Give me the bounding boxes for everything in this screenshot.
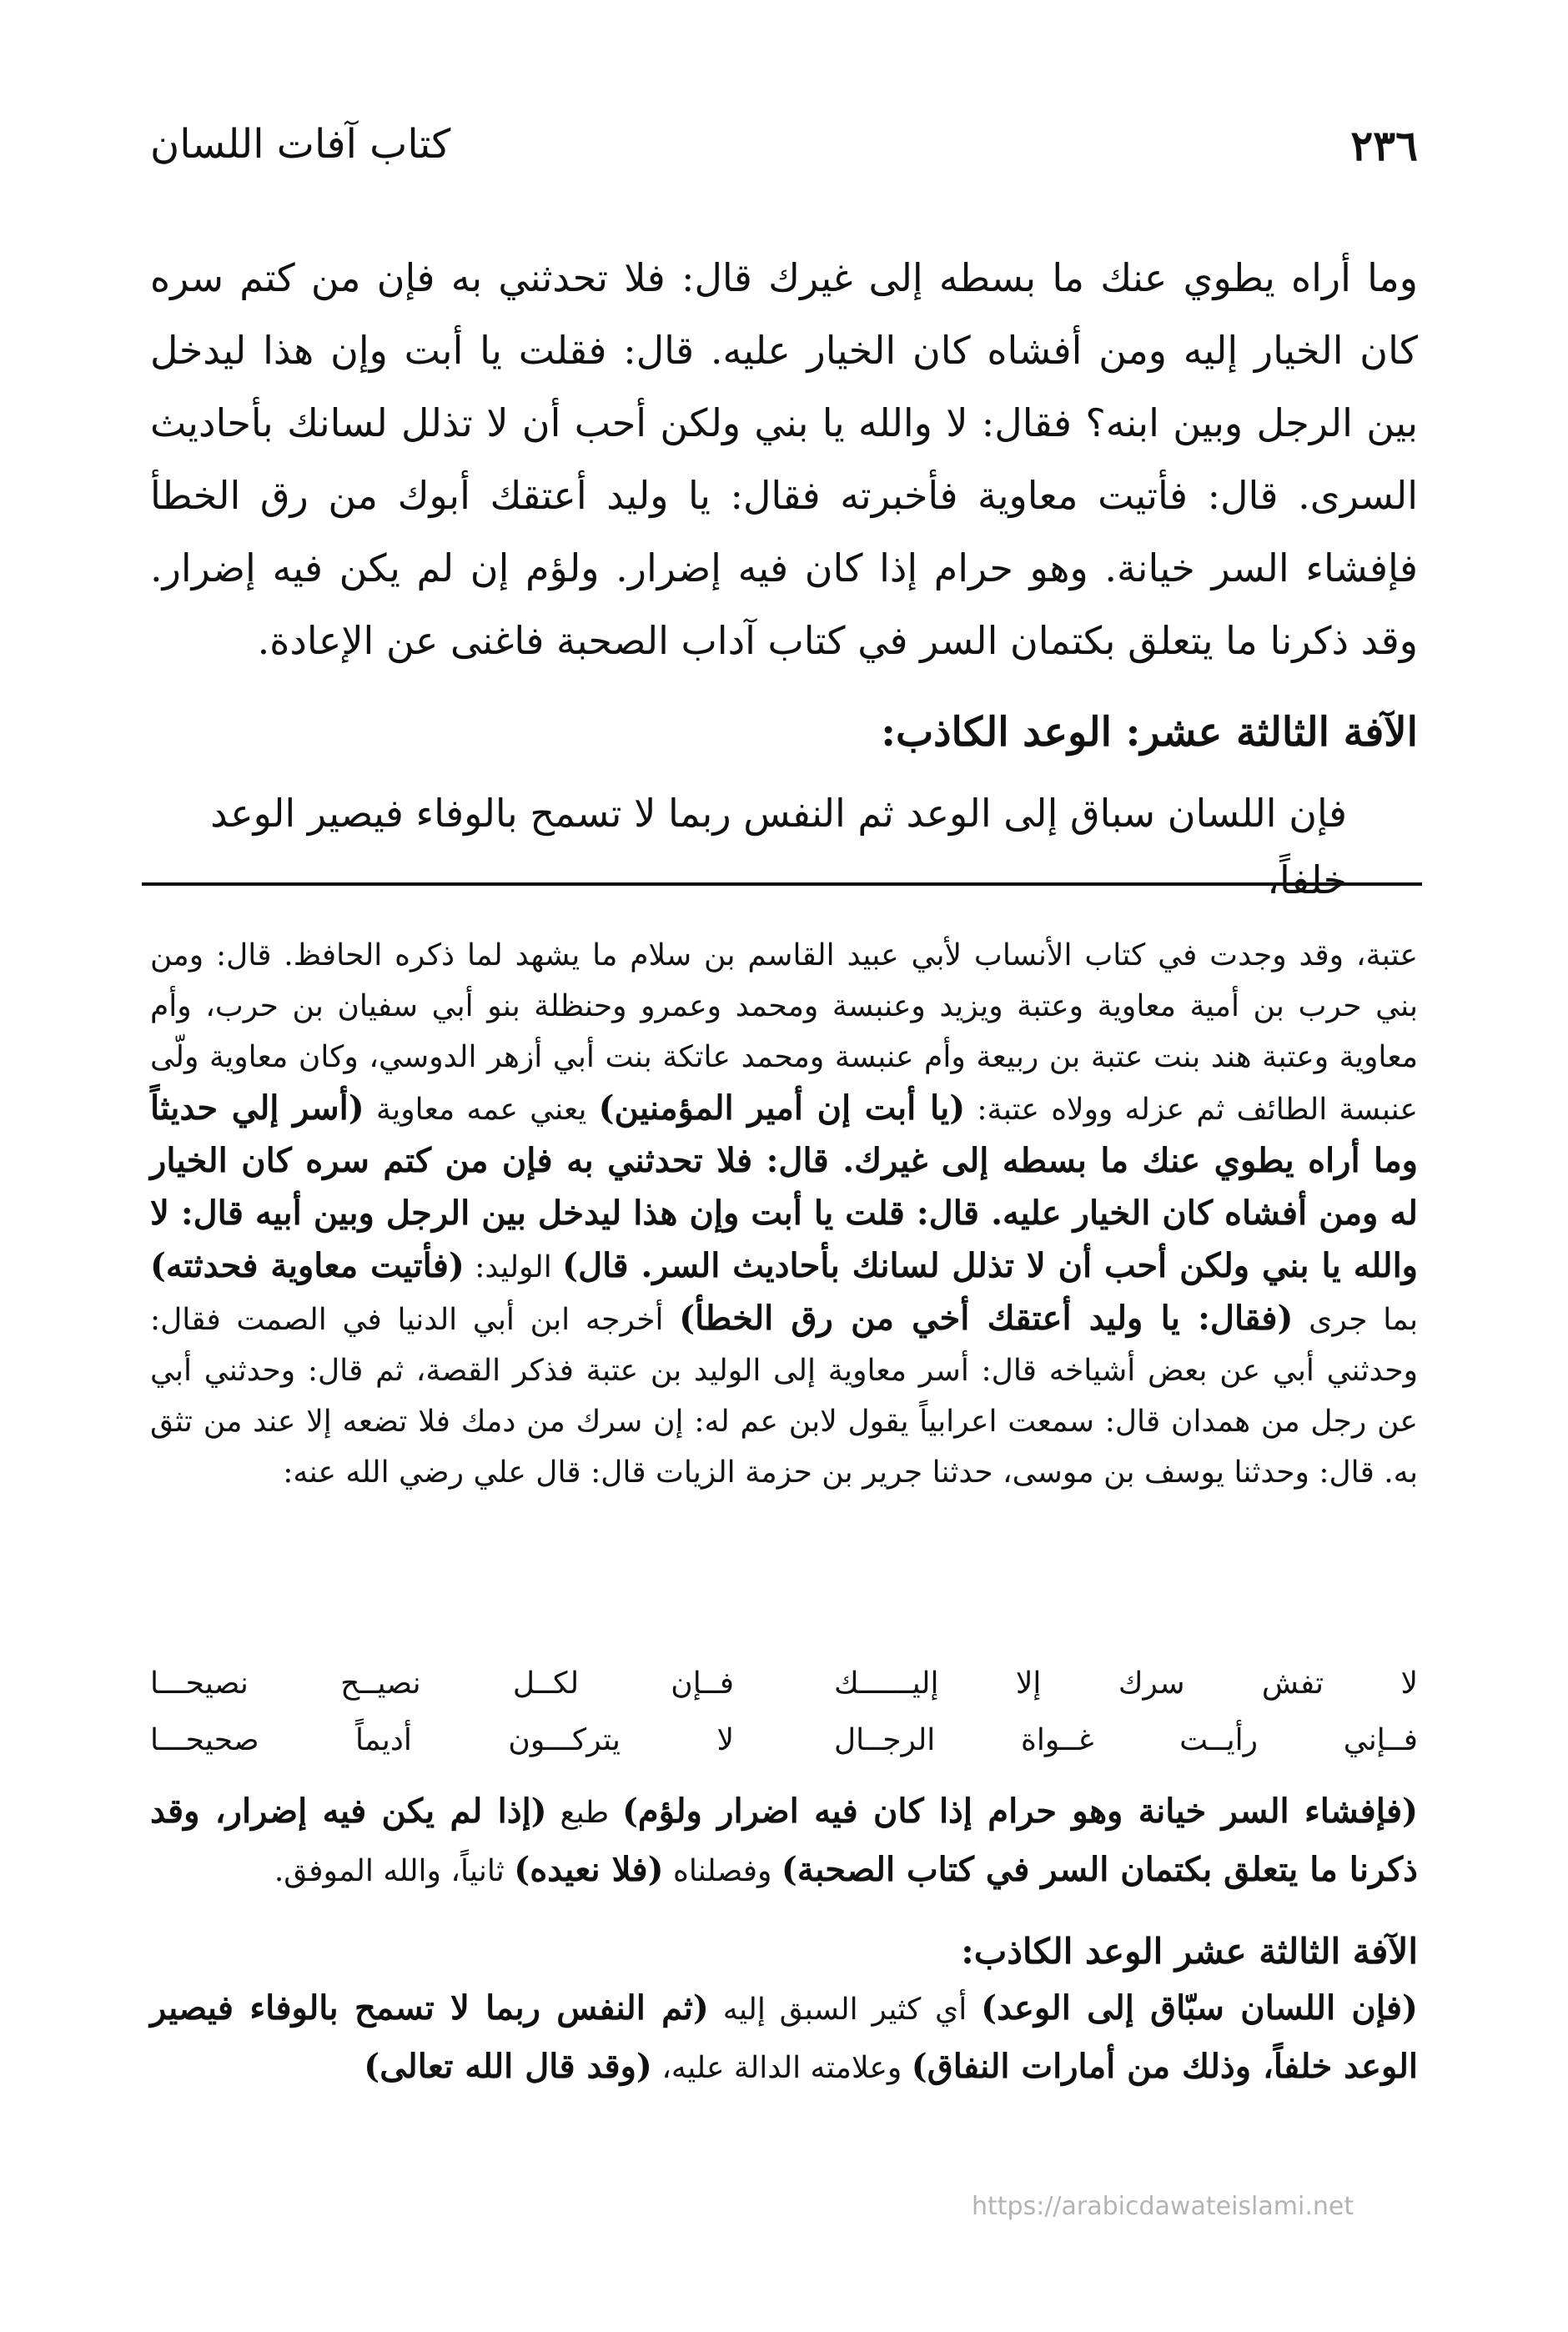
- running-title: كتاب آفات اللسان: [150, 121, 451, 168]
- quoted-text: (وقد قال الله تعالى): [364, 2047, 652, 2086]
- footnotes: [150, 930, 1418, 1498]
- quoted-text: (ثم النفس ربما لا تسمح بالوفاء فيصير الوعد خلفاً، وذلك من أمارات النفاق): [150, 1988, 1418, 2086]
- footnote-text: الوليد:: [475, 1250, 552, 1284]
- commentary-text: طبع: [560, 1796, 610, 1830]
- commentary-text: ثانياً، والله الموفق.: [274, 1854, 505, 1888]
- page-header: [150, 121, 1418, 179]
- commentary-text: وفصلناه: [672, 1854, 772, 1888]
- quoted-text: (فلا نعيده): [514, 1850, 664, 1889]
- quoted-text: (فإفشاء السر خيانة وهو حرام إذا كان فيه اضرار ولؤم): [621, 1792, 1418, 1831]
- quoted-text: (أسر إلي حديثاً وما أراه يطوي عنك ما بسطه إلى غيرك. قال: فلا تحدثني به فإن من كتم سره كان الخيار له ومن أفشاه كان الخيار عليه. قال: قلت يا أبت وإن هذا ليدخل بين الرجل وبين أبيه قال: لا والله يا بني ولكن أحب أن لا تذلل لسانك بأحاديث السر. قال): [150, 1088, 1418, 1285]
- commentary-heading: الآفة الثالثة عشر الوعد الكاذب:: [961, 1931, 1418, 1972]
- main-paragraph: وما أراه يطوي عنك ما بسطه إلى غيرك قال: فلا تحدثني به فإن من كتم سره كان الخيار إليه ومن أفشاه كان الخيار عليه. قال: فقلت يا أبت وإن هذا ليدخل بين الرجل وبين ابنه؟ فقال: لا والله يا بني ولكن أحب أن لا تذلل لسانك بأحاديث السرى. قال: فأتيت معاوية فأخبرته فقال: يا وليد أعتقك أبوك من رق الخطأ فإفشاء السر خيانة. وهو حرام إذا كان فيه إضرار. ولؤم إن لم يكن فيه إضرار. وقد ذكرنا ما يتعلق بكتمان السر في كتاب آداب الصحبة فاغنى عن الإعادة.: [150, 255, 1418, 663]
- commentary-text: أي كثير السبق إليه: [722, 1993, 967, 2027]
- quoted-text: (فقال: يا وليد أعتقك أخي من رق الخطأ): [679, 1299, 1294, 1338]
- footnote-text: أخرجه ابن أبي الدنيا في الصمت فقال: وحدثني أبي عن بعض أشياخه قال: أسر معاوية إلى الوليد بن عتبة فذكر القصة، ثم قال: وحدثني أبي عن رجل من همدان قال: سمعت اعرابياً يقول لابن عم له: إن سرك من دمك فلا تضعه إلا عند من تثق به. قال: وحدثنا يوسف بن موسى، حدثنا جرير بن حزمة الزيات قال: قال علي رضي الله عنه:: [150, 1303, 1418, 1490]
- footnote-paragraph: [150, 930, 1418, 1498]
- commentary: [150, 1783, 1418, 2097]
- hemistich: لا تفش سرك إلا إليــــــك: [834, 1666, 1418, 1701]
- section-first-line: فإن اللسان سباق إلى الوعد ثم النفس ربما لا تسمح بالوفاء فيصير الوعد خلفاً،: [210, 791, 1347, 902]
- quoted-text: (إذا لم يكن فيه إضرار، وقد ذكرنا ما يتعلق بكتمان السر في كتاب الصحبة): [150, 1792, 1418, 1889]
- poem-verse: [150, 1656, 1418, 1712]
- quoted-text: (فإن اللسان سبّاق إلى الوعد): [981, 1988, 1418, 2028]
- footnote-text: بما جرى: [1309, 1303, 1419, 1337]
- watermark-url: https://arabicdawateislami.net: [972, 2192, 1354, 2221]
- page-number: ٢٣٦: [1350, 121, 1418, 170]
- hemistich: لا يتركـــون أديماً صحيحـــا: [150, 1723, 734, 1757]
- poem: [150, 1656, 1418, 1769]
- hemistich: فــإن لكــل نصيــح نصيحـــا: [150, 1666, 734, 1701]
- quoted-text: (يا أبت إن أمير المؤمنين): [598, 1088, 966, 1128]
- quoted-text: (فأتيت معاوية فحدثته): [150, 1246, 465, 1285]
- footnote-text: يعني عمه معاوية: [375, 1093, 587, 1127]
- hemistich: فــإني رأيــت غــواة الرجــال: [834, 1723, 1418, 1757]
- commentary-paragraph: [150, 1980, 1418, 2097]
- commentary-text: وعلامته الدالة عليه،: [661, 2051, 902, 2085]
- section-heading: الآفة الثالثة عشر: الوعد الكاذب:: [881, 709, 1418, 756]
- footnote-separator: [142, 882, 1422, 886]
- commentary-paragraph: [150, 1783, 1418, 1900]
- main-text: [150, 242, 1418, 677]
- poem-verse: [150, 1712, 1418, 1769]
- footnote-text: عتبة، وقد وجدت في كتاب الأنساب لأبي عبيد القاسم بن سلام ما يشهد لما ذكره الحافظ. قال: ومن بني حرب بن أمية معاوية وعتبة ويزيد وعنبسة ومحمد وعمرو وحنظلة بنو أبي سفيان بن حرب، وأم معاوية وعتبة هند بنت عتبة بن ربيعة وأم عنبسة ومحمد عاتكة بنت أبي أزهر الدوسي، وكان معاوية ولّى عنبسة الطائف ثم عزله وولاه عتبة:: [150, 938, 1419, 1127]
